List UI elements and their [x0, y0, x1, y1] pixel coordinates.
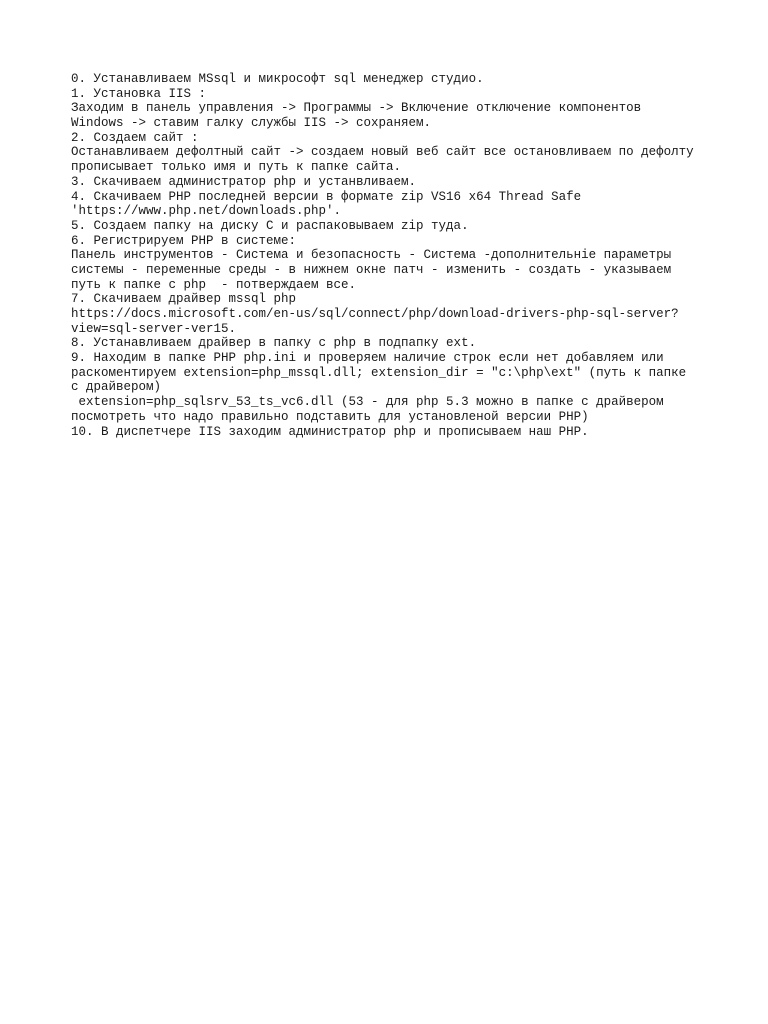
- text-line: Заходим в панель управления -> Программы -> Включение отключение компонентов: [71, 101, 642, 116]
- text-line: 9. Находим в папке PHP php.ini и проверяем наличие строк если нет добавляем или: [71, 351, 664, 366]
- text-line: 1. Установка IIS :: [71, 86, 207, 101]
- text-line: 6. Регистрируем PHP в системе:: [71, 233, 297, 248]
- text-line: посмотреть что надо правильно подставить для установленой версии PHP): [71, 409, 589, 424]
- text-line: 5. Создаем папку на диску C и распаковываем zip туда.: [71, 218, 469, 233]
- text-line: путь к папке с php - потверждаем все.: [71, 277, 357, 292]
- text-line: Панель инструментов - Система и безопасность - Система -дополнительнie параметры: [71, 248, 672, 263]
- text-line: 2. Создаем сайт :: [71, 130, 199, 145]
- text-line: Windows -> ставим галку службы IIS -> сохраняем.: [71, 116, 432, 131]
- text-line: view=sql-server-ver15.: [71, 321, 237, 336]
- text-line: раскоментируем extension=php_mssql.dll; extension_dir = "c:\php\ext" (путь к папке: [71, 365, 687, 380]
- text-line: Останавливаем дефолтный сайт -> создаем новый веб сайт все остановливаем по дефолту: [71, 145, 694, 160]
- text-line: 10. В диспетчере IIS заходим администратор php и прописываем наш PHP.: [71, 424, 589, 439]
- text-line: 8. Устанавливаем драйвер в папку с php в подпапку ext.: [71, 336, 477, 351]
- text-line: 'https://www.php.net/downloads.php'.: [71, 204, 342, 219]
- text-line: с драйвером): [71, 380, 162, 395]
- text-line: 7. Скачиваем драйвер mssql php: [71, 292, 297, 307]
- text-line: системы - переменные среды - в нижнем окне патч - изменить - создать - указываем: [71, 262, 672, 277]
- text-line: https://docs.microsoft.com/en-us/sql/connect/php/download-drivers-php-sql-server?: [71, 307, 679, 321]
- text-line: 0. Устанавливаем MSsql и микрософт sql менеджер студио.: [71, 72, 484, 86]
- text-line: 4. Скачиваем PHP последней версии в формате zip VS16 x64 Thread Safe: [71, 189, 582, 204]
- document-body: [71, 72, 711, 439]
- text-line: extension=php_sqlsrv_53_ts_vc6.dll (53 - для php 5.3 можно в папке с драйвером: [71, 395, 664, 410]
- text-line: 3. Скачиваем администратор php и устанвливаем.: [71, 174, 417, 189]
- text-line: прописывает только имя и путь к папке сайта.: [71, 160, 402, 175]
